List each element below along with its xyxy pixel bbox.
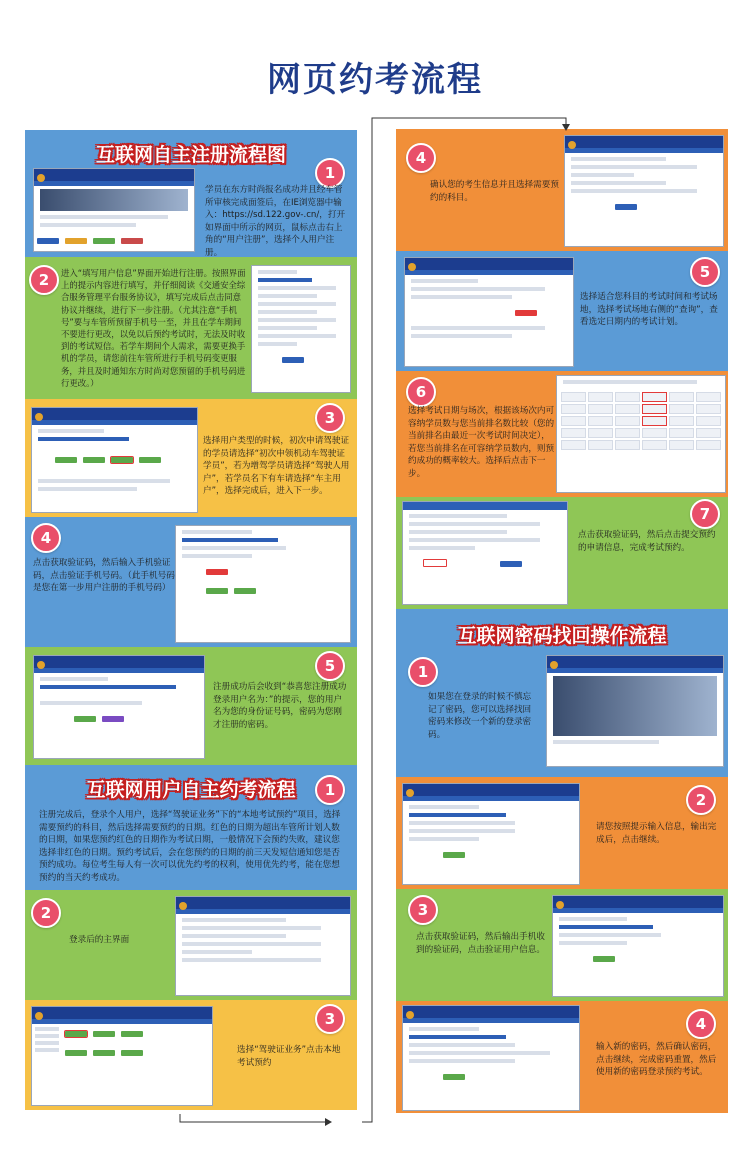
step-text: 注册成功后会收到“恭喜您注册成功登录用户名为：”的提示，您的用户名为您的身份证号码，密码为您刚才注册的密码。: [213, 682, 347, 730]
step-number: 1: [408, 657, 438, 687]
step-number: 1: [315, 158, 345, 188]
step-number: 5: [315, 651, 345, 681]
step-number: 1: [315, 775, 345, 805]
step-text: 注册完成后，登录个人用户，选择“驾驶证业务”下的“本地考试预约”项目，选择需要预约的科目，然后选择需要预约的日期。红色的日期为超出车管所计划人数的日期，如果您预约红色的日期作为考试日期，一般情况下会预约失败，建议您选择非红色的日期。预约考试后，会在您预约的日期的前三天发短信通知您是否预约成功。每位考生每人有一次可以优先约考的权利，使用优先约考，能在您想预约的当天约考成功。: [39, 810, 341, 883]
step-number: 3: [408, 895, 438, 925]
step-text: 学员在东方时尚报名成功并且经车管所审核完成面签后，在IE浏览器中输入：https://sd.122.gov-.cn/，打开如界面中所示的网页，鼠标点击右上角的“用户注册”，选择个人用户注册。: [205, 185, 346, 257]
step-text: 确认您的考生信息并且选择需要预约的科目。: [430, 180, 559, 203]
step-number: 2: [29, 265, 59, 295]
step-number: 3: [315, 403, 345, 433]
step-number: 4: [686, 1009, 716, 1039]
recover-heading: 互联网密码找回操作流程: [457, 625, 667, 647]
step-text: 如果您在登录的时候不慎忘记了密码，您可以选择找回密码来修改一个新的登录密码。: [428, 692, 532, 740]
register-heading: 互联网自主注册流程图: [95, 144, 286, 166]
step-number: 4: [31, 523, 61, 553]
arrow-head-icon: [562, 124, 570, 131]
step-number: 7: [690, 499, 720, 529]
step-number: 4: [406, 143, 436, 173]
step-text: 请您按照提示输入信息，输出完成后，点击继续。: [596, 822, 717, 845]
step-text: 选择用户类型的时候，初次申请驾驶证的学员请选择“初次申领机动车驾驶证学员”，若为增驾学员请选择“驾驶人用户”，若学员名下有车请选择“车主用户”，选择完成后，进入下一步。: [203, 436, 350, 496]
booking-heading: 互联网用户自主约考流程: [86, 779, 296, 801]
step-text: 点击获取验证码，然后输出手机收到的验证码，点击验证用户信息。: [416, 932, 545, 955]
step-text: 点击获取验证码，然后输入手机验证码，点击验证手机号码。（此手机号码是您在第一步用户注册的手机号码）: [33, 558, 175, 593]
step-number: 5: [690, 257, 720, 287]
step-number: 6: [406, 377, 436, 407]
step-number: 3: [315, 1004, 345, 1034]
arrow-head-icon: [325, 1118, 332, 1126]
step-text: 选择考试日期与场次，根据该场次内可容纳学员数与您当前排名数比较（您的当前排名由最近一次考试时间决定），若您当前排名在可容纳学员数内，则预约成功的概率较大。选择后点击下一步。: [408, 406, 555, 479]
step-text: 进入“填写用户信息”界面开始进行注册。按照界面上的提示内容进行填写，并仔细阅读《交通安全综合服务管理平台服务协议》，填写完成后点击同意协议并继续，进行下一步注册。（尤其注意“手机号”要与车管所预留手机号一至，并且在学车期间不要进行更改，以免以后预约考试时，无法及时收到的考试短信。若学车期间个人需求，需要更换手机的学员，请您前往车管所进行手机号码变更服务，并且及时通知东方时尚对您预留的手机号码进行更改。）: [61, 268, 246, 388]
step-text: 选择“驾驶证业务”点击本地考试预约: [237, 1045, 341, 1068]
step-text: 登录后的主界面: [69, 935, 130, 945]
step-text: 输入新的密码，然后确认密码，点击继续，完成密码重置，然后使用新的密码登录预约考试。: [596, 1042, 717, 1077]
step-number: 2: [31, 898, 61, 928]
step-number: 2: [686, 785, 716, 815]
page-title: 网页约考流程: [267, 60, 483, 100]
step-text: 选择适合您科目的考试时间和考试场地，选择考试场地右侧的“查询”，查看选定日期内的考试计划。: [580, 292, 718, 327]
step-text: 点击获取验证码，然后点击提交预约的申请信息，完成考试预约。: [578, 530, 716, 553]
